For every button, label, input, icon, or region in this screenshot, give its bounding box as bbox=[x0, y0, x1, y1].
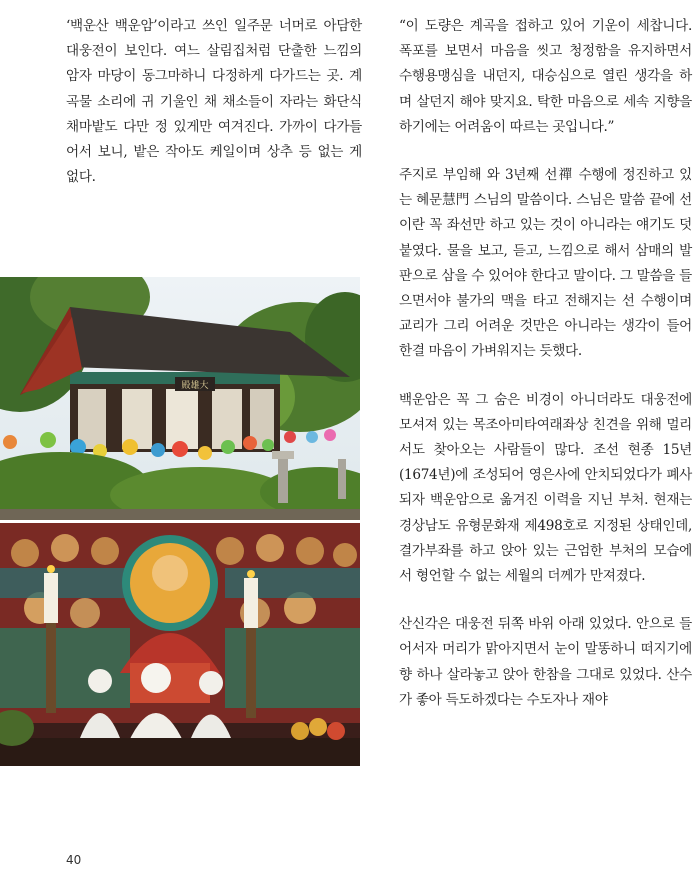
left-text-column bbox=[66, 14, 362, 190]
right-text-column bbox=[399, 14, 692, 713]
paragraph: ‘백운산 백운암’이라고 쓰인 일주문 너머로 아담한 대웅전이 보인다. 여느 살림집처럼 단출한 느낌의 암자 마당이 동그마하니 다정하게 다가드는 곳. 계곡물 소리에 귀 기울인 채 채소들이 자라는 화단식 채마밭도 다만 정 있게만 여겨진다. 가까이 다가들어서 보니, 밭은 작아도 케일이며 상추 등 없는 게 없다. bbox=[66, 18, 362, 186]
paragraph: 주지로 부임해 와 3년째 선禪 수행에 정진하고 있는 혜문慧門 스님의 말씀이다. 스님은 말씀 끝에 선이란 꼭 좌선만 하고 있는 것이 아니라는 얘기도 덧붙였다. 물을 보고, 듣고, 느낌으로 해서 삼매의 발판으로 삼을 수 있어야 한다고 말이다. 그 말씀을 들으면서야 불가의 맥을 타고 전해지는 선 수행이며 교리가 그리 어려운 것만은 아니라는 생각이 들어 한결 마음이 가벼워지는 듯했다. bbox=[399, 167, 692, 360]
quote-paragraph: “이 도량은 계곡을 접하고 있어 기운이 세찹니다. 폭포를 보면서 마음을 씻고 청정함을 유지하면서 수행용맹심을 내던지, 대승심으로 열린 생각을 하며 살던지 해야 맞지요. 탁한 마음으로 세속 지향을 하기에는 어려움이 따르는 곳입니다.” bbox=[399, 18, 692, 135]
paragraph: 산신각은 대웅전 뒤쪽 바위 아래 있었다. 안으로 들어서자 머리가 맑아지면서 눈이 말똥하니 떠지기에 향 하나 살라놓고 앉아 한참을 그대로 있었다. 산수가 좋아 득도하겠다는 수도자나 재야 bbox=[399, 616, 692, 708]
temple-hall-photo bbox=[0, 277, 360, 520]
temple-signboard: 殿雄大 bbox=[181, 381, 209, 391]
paragraph: 백운암은 꼭 그 숨은 비경이 아니더라도 대웅전에 모셔져 있는 목조아미타여래좌상 친견을 위해 멀리서도 찾아오는 사람들이 많다. 조선 현종 15년(1674년)에 조성되어 영은사에 안치되었다가 폐사되자 백운암으로 옮겨진 이력을 지닌 부처. 현재는 경상남도 유형문화재 제498호로 지정된 상태인데, 결가부좌를 하고 앉아 있는 근엄한 부처의 모습에서 형언할 수 없는 세월의 더께가 만져졌다. bbox=[399, 391, 692, 585]
buddha-altar-photo bbox=[0, 523, 360, 766]
page-number: 40 bbox=[66, 853, 82, 867]
